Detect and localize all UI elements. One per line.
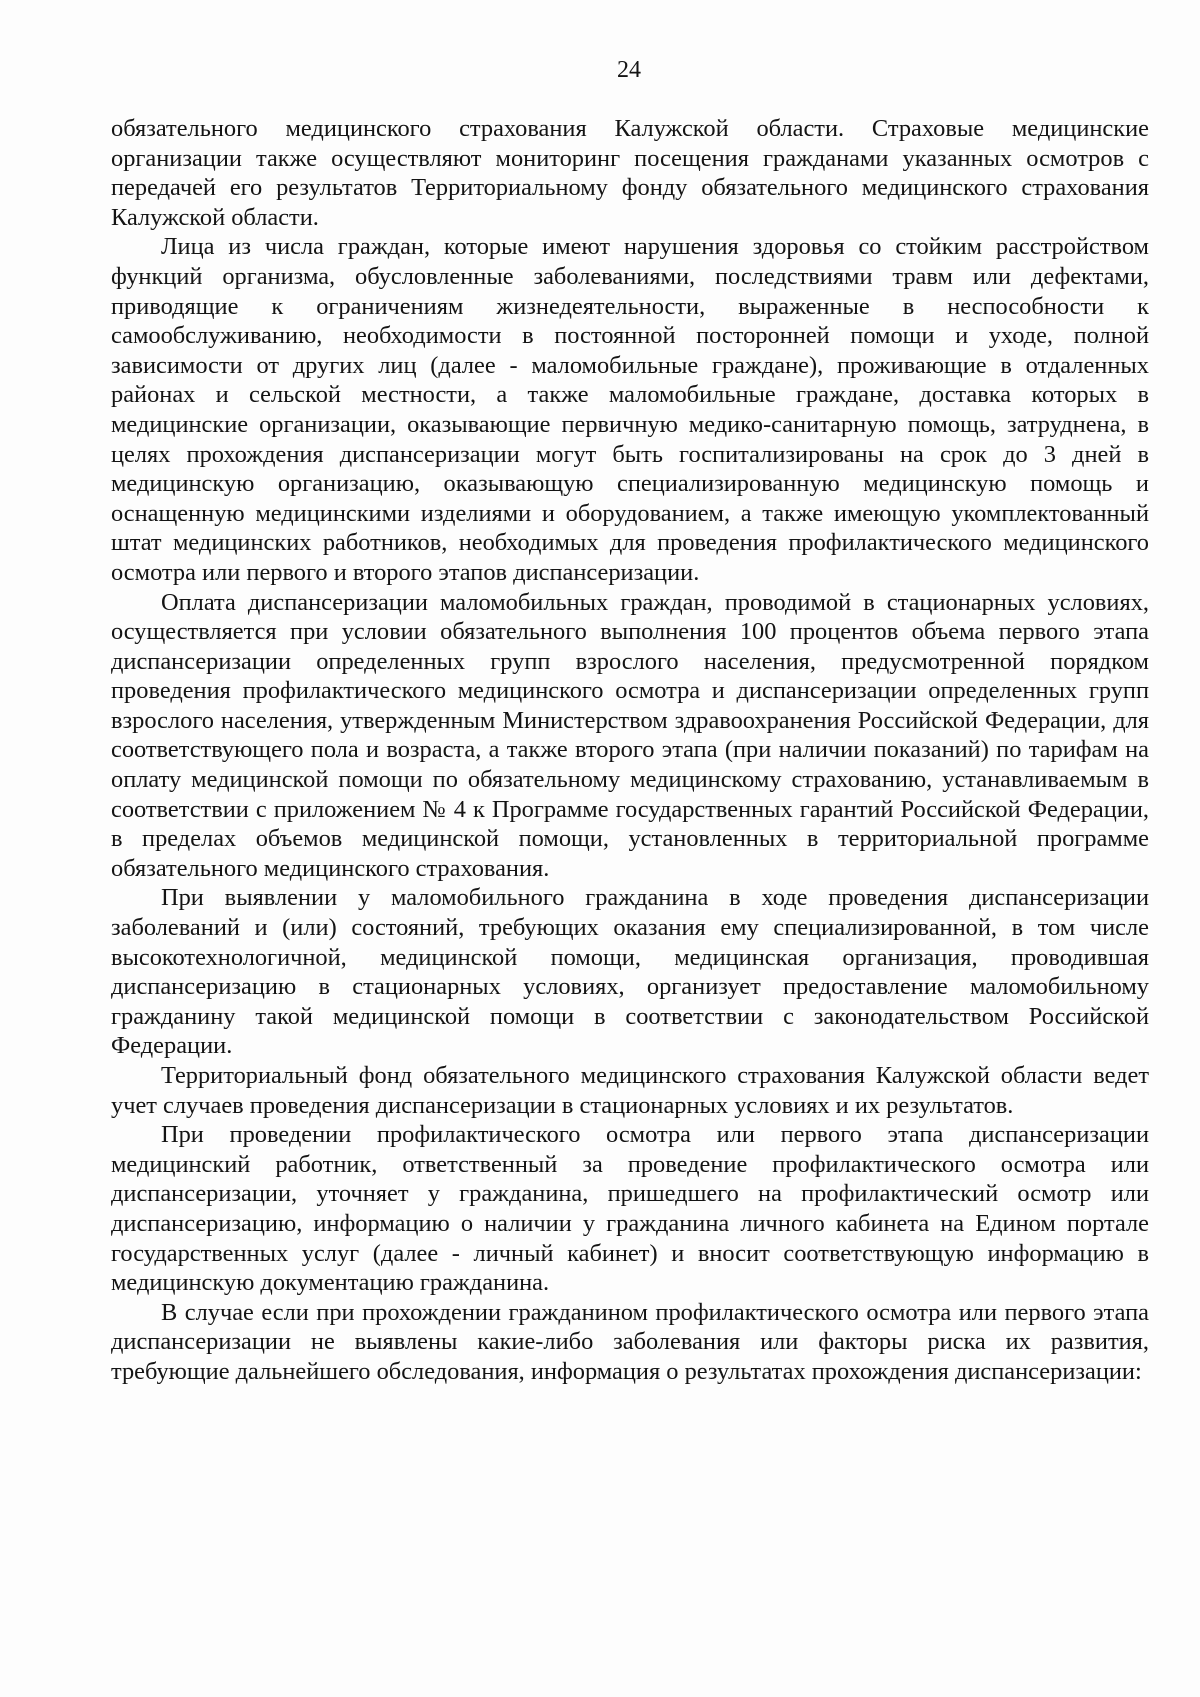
paragraph-results-info: В случае если при прохождении гражданином профилактического осмотра или первого этапа диспансеризации не выявлены какие-либо заболевания или факторы риска их развития, требующие дальнейшего обследования, информация о результатах прохождения диспансеризации:: [111, 1298, 1149, 1385]
document-body: [111, 114, 1149, 1387]
paragraph-continuation: обязательного медицинского страхования Калужской области. Страховые медицинские организации также осуществляют мониторинг посещения гражданами указанных осмотров с передачей его результатов Территориальному фонду обязательного медицинского страхования Калужской области.: [111, 115, 1149, 231]
paragraph-personal-account: При проведении профилактического осмотра или первого этапа диспансеризации медицинский работник, ответственный за проведение профилактического осмотра или диспансеризации, уточняет у гражданина, пришедшего на профилактический осмотр или диспансеризацию, информацию о наличии у гражданина личного кабинета на Едином портале государственных услуг (далее - личный кабинет) и вносит соответствующую информацию в медицинскую документацию гражданина.: [111, 1121, 1149, 1297]
paragraph-payment: Оплата диспансеризации маломобильных граждан, проводимой в стационарных условиях, осуществляется при условии обязательного выполнения 100 процентов объема первого этапа диспансеризации определенных групп взрослого населения, предусмотренной порядком проведения профилактического медицинского осмотра и диспансеризации определенных групп взрослого населения, утвержденным Министерством здравоохранения Российской Федерации, для соответствующего пола и возраста, а также второго этапа (при наличии показаний) по тарифам на оплату медицинской помощи по обязательному медицинскому страхованию, устанавливаемым в соответствии с приложением № 4 к Программе государственных гарантий Российской Федерации, в пределах объемов медицинской помощи, установленных в территориальной программе обязательного медицинского страхования.: [111, 588, 1149, 882]
paragraph-detected-diseases: При выявлении у маломобильного гражданина в ходе проведения диспансеризации заболеваний и (или) состояний, требующих оказания ему специализированной, в том числе высокотехнологичной, медицинской помощи, медицинская организация, проводившая диспансеризацию в стационарных условиях, организует предоставление маломобильному гражданину такой медицинской помощи в соответствии с законодательством Российской Федерации.: [111, 884, 1149, 1060]
page-number: 24: [617, 57, 641, 83]
paragraph-low-mobility-citizens: Лица из числа граждан, которые имеют нарушения здоровья со стойким расстройством функций организма, обусловленные заболеваниями, последствиями травм или дефектами, приводящие к ограничениям жизнедеятельности, выраженные в неспособности к самообслуживанию, необходимости в постоянной посторонней помощи и уходе, полной зависимости от других лиц (далее - маломобильные граждане), проживающие в отдаленных районах и сельской местности, а также маломобильные граждане, доставка которых в медицинские организации, оказывающие первичную медико-санитарную помощь, затруднена, в целях прохождения диспансеризации могут быть госпитализированы на срок до 3 дней в медицинскую организацию, оказывающую специализированную медицинскую помощь и оснащенную медицинскими изделиями и оборудованием, а также имеющую укомплектованный штат медицинских работников, необходимых для проведения профилактического медицинского осмотра или первого и второго этапов диспансеризации.: [111, 233, 1149, 586]
paragraph-fund-records: Территориальный фонд обязательного медицинского страхования Калужской области ведет учет случаев проведения диспансеризации в стационарных условиях и их результатов.: [111, 1062, 1149, 1119]
